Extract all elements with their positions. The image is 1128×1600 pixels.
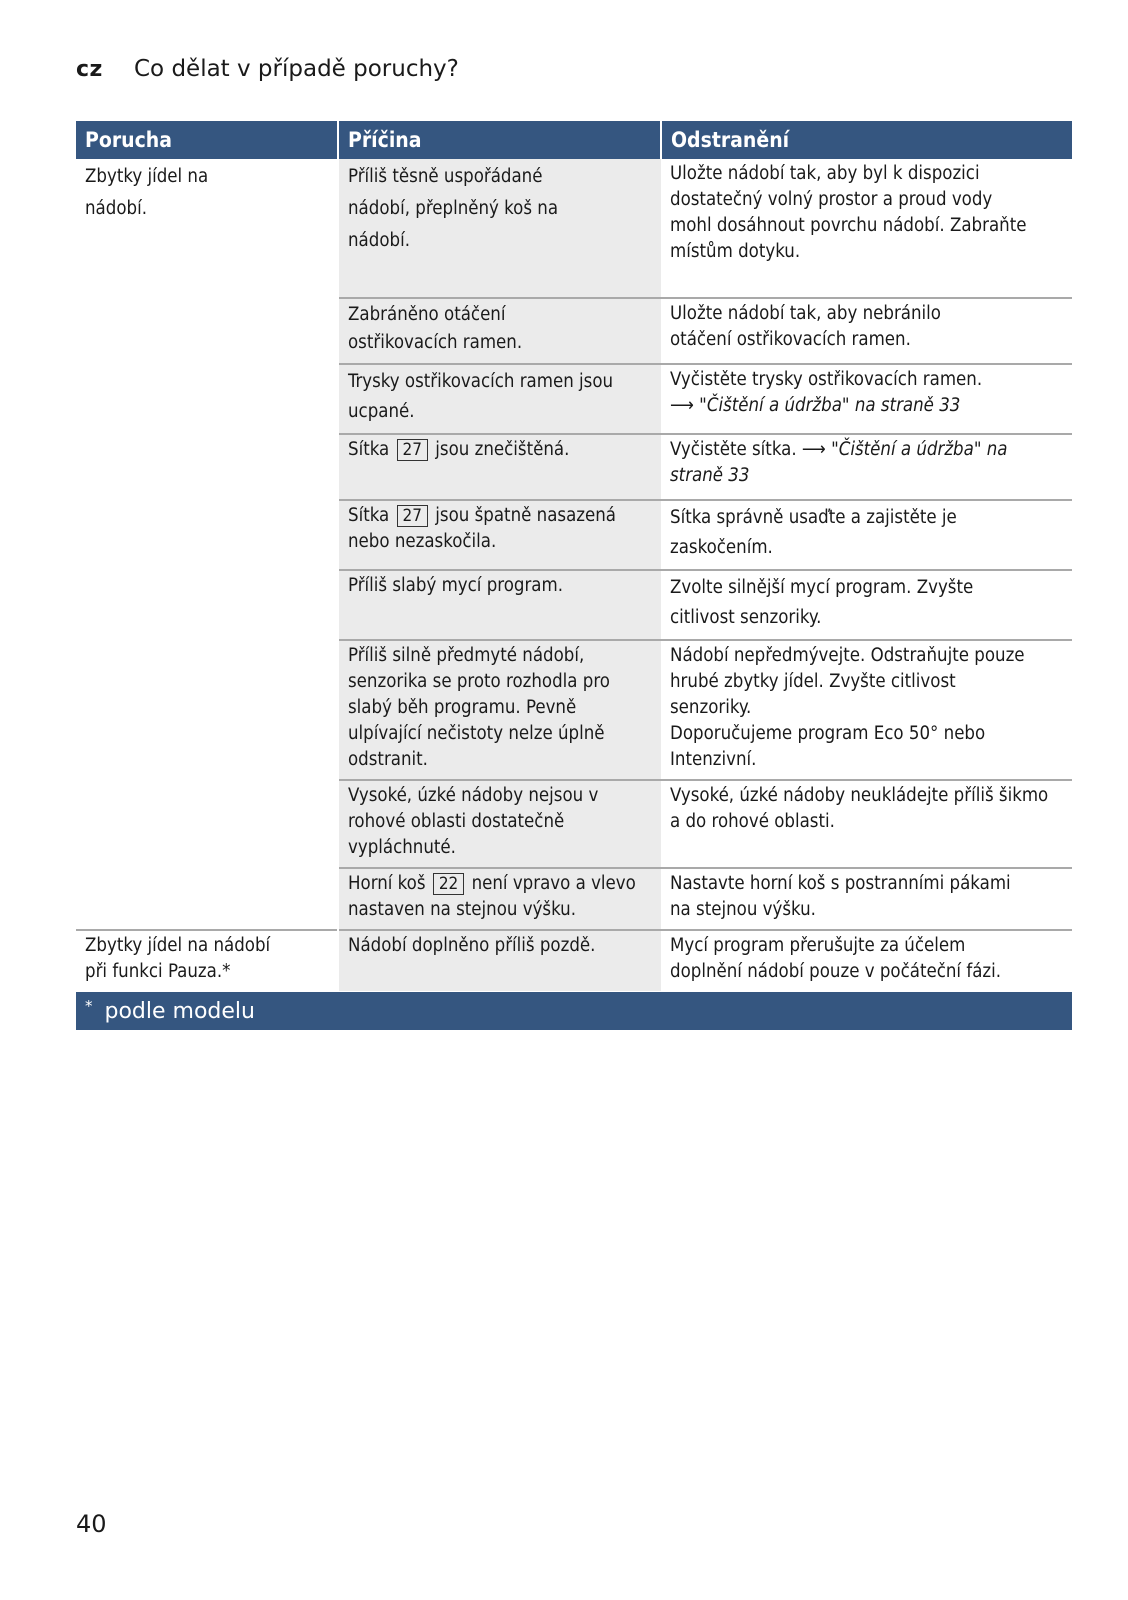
fault-text: Zbytky jídel na nádobí při funkci Pauza.* — [85, 935, 271, 982]
remedy-text: Vysoké, úzké nádoby neukládejte příliš šikmo a do rohové oblasti. — [670, 785, 1049, 832]
column-header-cause: Příčina — [338, 121, 661, 159]
remedy-cell — [661, 500, 1072, 570]
remedy-recommendation: Doporučujeme program Eco 50° nebo Intenzivní. — [670, 723, 986, 770]
cause-text: Nádobí doplněno příliš pozdě. — [348, 935, 596, 956]
remedy-cell — [661, 570, 1072, 640]
part-number-badge: 22 — [433, 873, 464, 895]
remedy-cell — [661, 868, 1072, 930]
cause-text-post: jsou znečištěná. — [435, 439, 570, 460]
remedy-cell — [661, 364, 1072, 434]
cause-text: Zabráněno otáčení ostřikovacích ramen. — [348, 304, 523, 353]
cause-cell — [338, 930, 661, 991]
reference-link[interactable]: "Čištění a údržba" na straně 33 — [670, 439, 1008, 486]
cause-text-post: jsou špatně nasazená nebo nezaskočila. — [348, 505, 616, 552]
cause-text-pre: Sítka — [348, 505, 390, 526]
cause-cell — [338, 159, 661, 298]
page-title: Co dělat v případě poruchy? — [134, 56, 459, 82]
remedy-text: Zvolte silnější mycí program. Zvyšte citlivost senzoriky. — [670, 577, 974, 628]
reference-link[interactable]: "Čištění a údržba" na straně 33 — [699, 395, 961, 416]
cause-text-post: není vpravo a vlevo nastaven na stejnou výšku. — [348, 873, 636, 920]
cause-cell — [338, 500, 661, 570]
remedy-cell — [661, 930, 1072, 991]
remedy-text: Sítka správně usaďte a zajistěte je zaskočením. — [670, 507, 957, 558]
cause-text: Vysoké, úzké nádoby nejsou v rohové oblasti dostatečně vypláchnuté. — [348, 785, 599, 858]
language-code: cz — [76, 57, 103, 82]
cause-cell — [338, 364, 661, 434]
remedy-reference — [670, 393, 1063, 419]
remedy-cell — [661, 640, 1072, 780]
cause-text — [348, 871, 638, 923]
arrow-right-icon: ⟶ — [801, 439, 826, 460]
page-header — [76, 56, 459, 86]
page-number: 40 — [76, 1510, 107, 1538]
column-header-remedy: Odstranění — [661, 121, 1072, 159]
cause-cell — [338, 434, 661, 500]
remedy-text: Nastavte horní koš s postranními pákami na stejnou výšku. — [670, 873, 1011, 920]
footnote-asterisk: * — [85, 997, 93, 1015]
troubleshooting-table — [76, 121, 1072, 991]
fault-text: Zbytky jídel na nádobí. — [85, 166, 209, 219]
remedy-cell — [661, 780, 1072, 868]
cause-cell — [338, 780, 661, 868]
remedy-text: Mycí program přerušujte za účelem doplnění nádobí pouze v počáteční fázi. — [670, 935, 1002, 982]
cause-text-pre: Sítka — [348, 439, 390, 460]
remedy-text: Vyčistěte trysky ostřikovacích ramen. — [670, 369, 983, 390]
remedy-cell — [661, 298, 1072, 364]
remedy-text: Uložte nádobí tak, aby nebránilo otáčení ostřikovacích ramen. — [670, 303, 941, 350]
table-row — [76, 159, 1072, 298]
cause-cell — [338, 868, 661, 930]
cause-text: Příliš slabý mycí program. — [348, 575, 563, 596]
remedy-cell — [661, 434, 1072, 500]
remedy-text: Vyčistěte sítka. — [670, 439, 797, 460]
cause-cell — [338, 640, 661, 780]
footnote-bar — [76, 992, 1072, 1030]
cause-text: Trysky ostřikovacích ramen jsou ucpané. — [348, 371, 614, 422]
footnote-text: podle modelu — [104, 998, 255, 1024]
cause-text: Příliš těsně uspořádané nádobí, přeplněný koš na nádobí. — [348, 166, 559, 251]
cause-cell — [338, 298, 661, 364]
cause-text: Příliš silně předmyté nádobí, senzorika se proto rozhodla pro slabý běh programu. Pevně ulpívající nečistoty nelze úplně odstranit. — [348, 645, 610, 770]
column-header-fault: Porucha — [76, 121, 338, 159]
part-number-badge: 27 — [397, 439, 428, 461]
arrow-right-icon: ⟶ — [670, 395, 694, 416]
cause-cell — [338, 570, 661, 640]
remedy-cell — [661, 159, 1072, 298]
table-row — [76, 930, 1072, 991]
fault-cell — [76, 159, 338, 930]
cause-text-pre: Horní koš — [348, 873, 426, 894]
remedy-text: Uložte nádobí tak, aby byl k dispozici dostatečný volný prostor a proud vody mohl dosáhnout povrchu nádobí. Zabraňte místům dotyku. — [670, 163, 1027, 262]
part-number-badge: 27 — [397, 505, 428, 527]
table-header-row — [76, 121, 1072, 159]
remedy-text: Nádobí nepředmývejte. Odstraňujte pouze hrubé zbytky jídel. Zvyšte citlivost senzoriky. — [670, 645, 1025, 718]
fault-cell — [76, 930, 338, 991]
